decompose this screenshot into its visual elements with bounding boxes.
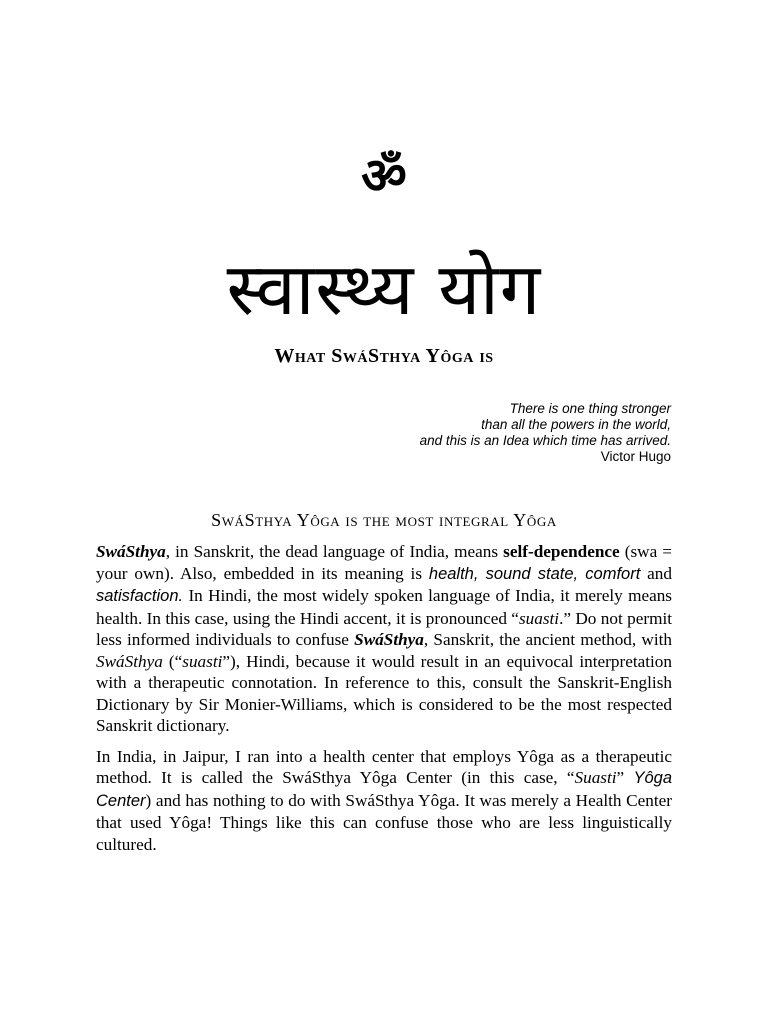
page-heading: What SwáSthya Yôga is: [274, 345, 494, 367]
paragraph-1: SwáSthya, in Sanskrit, the dead language of India, means self-dependence (swa = your own). Also, embedded in its meaning is health, sound state, comfort and satisfaction. In Hindi, the most widely spoken language of India, it merely means health. In this case, using the Hindi accent, it is pronounced “suasti.” Do not permit less informed individuals to confuse SwáSthya, Sanskrit, the ancient method, with SwáSthya (“suasti”), Hindi, because it would result in an equivocal interpretation with a therapeutic connotation. In reference to this, consult the Sanskrit-English Dictionary by Sir Monier-Williams, which is considered to be the most respected Sanskrit dictionary.: [96, 542, 673, 735]
section-subheading: SwáSthya Yôga is the most integral Yôga: [211, 510, 557, 530]
paragraph-2: In India, in Jaipur, I ran into a health center that employs Yôga as a therapeutic method. It is called the SwáSthya Yôga Center (in this case, “Suasti” Yôga Center) and has nothing to do with SwáSthya Yôga. It was merely a Health Center that used Yôga! Things like this can confuse those who are less linguistically cultured.: [96, 746, 673, 854]
quote-author: Victor Hugo: [600, 449, 671, 464]
body-text: [96, 541, 672, 864]
quote-line-3: and this is an Idea which time has arrived.: [419, 433, 671, 448]
om-symbol: ॐ: [361, 147, 407, 205]
quote-line-1: There is one thing stronger: [509, 401, 671, 416]
epigraph-quote: [420, 401, 671, 465]
devanagari-title: स्वास्थ्य योग: [226, 247, 542, 331]
quote-line-2: than all the powers in the world,: [481, 417, 671, 432]
